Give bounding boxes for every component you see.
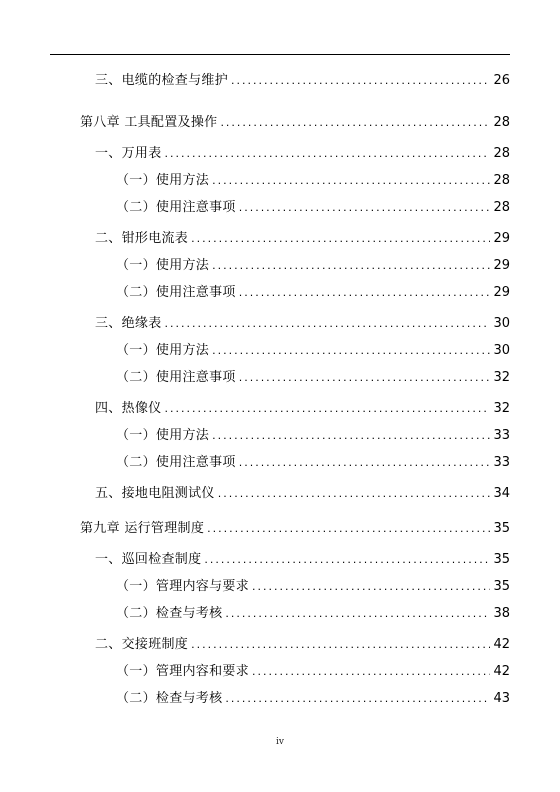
toc-entry[interactable] bbox=[95, 636, 510, 654]
toc-entry-title: （二）使用注意事项 bbox=[116, 285, 236, 300]
dot-leader bbox=[204, 551, 490, 569]
toc-subentry[interactable] bbox=[116, 369, 510, 387]
toc-entry-title: （二）使用注意事项 bbox=[116, 455, 236, 470]
toc-entry-page: 38 bbox=[493, 606, 510, 621]
toc-entry-title: 一、万用表 bbox=[95, 146, 162, 161]
header-rule bbox=[50, 54, 510, 55]
toc-subentry[interactable] bbox=[116, 427, 510, 445]
dot-leader bbox=[165, 400, 491, 418]
toc-entry-page: 29 bbox=[493, 285, 510, 300]
dot-leader bbox=[231, 72, 490, 90]
toc-entry-title: （一）使用方法 bbox=[116, 173, 210, 188]
toc-subentry[interactable] bbox=[116, 454, 510, 472]
toc-entry-page: 33 bbox=[493, 455, 510, 470]
toc-entry-title: （二）使用注意事项 bbox=[116, 370, 236, 385]
dot-leader bbox=[252, 578, 490, 596]
toc-entry-page: 42 bbox=[493, 664, 510, 679]
toc-entry[interactable] bbox=[95, 400, 510, 418]
toc-subentry[interactable] bbox=[116, 663, 510, 681]
toc-entry[interactable] bbox=[95, 72, 510, 90]
toc-entry-title: 二、交接班制度 bbox=[95, 637, 189, 652]
toc-entry-page: 32 bbox=[493, 370, 510, 385]
toc-entry[interactable] bbox=[95, 551, 510, 569]
dot-leader bbox=[207, 520, 490, 538]
toc-entry-page: 42 bbox=[493, 637, 510, 652]
toc-entry-title: （二）检查与考核 bbox=[116, 691, 223, 706]
page-number: iv bbox=[276, 737, 284, 747]
toc-entry-page: 28 bbox=[493, 200, 510, 215]
dot-leader bbox=[239, 454, 491, 472]
toc-entry-page: 35 bbox=[493, 579, 510, 594]
toc-entry-page: 30 bbox=[493, 316, 510, 331]
toc-entry-title: 第九章 运行管理制度 bbox=[80, 521, 205, 536]
dot-leader bbox=[212, 172, 490, 190]
dot-leader bbox=[191, 636, 490, 654]
toc-entry-title: 五、接地电阻测试仪 bbox=[95, 486, 215, 501]
dot-leader bbox=[252, 663, 490, 681]
dot-leader bbox=[212, 257, 490, 275]
dot-leader bbox=[239, 284, 491, 302]
toc-entry-page: 33 bbox=[493, 428, 510, 443]
toc-entry[interactable] bbox=[95, 230, 510, 248]
dot-leader bbox=[225, 690, 490, 708]
dot-leader bbox=[225, 605, 490, 623]
toc-entry-page: 35 bbox=[493, 552, 510, 567]
toc-entry-title: （一）使用方法 bbox=[116, 428, 210, 443]
dot-leader bbox=[220, 114, 490, 132]
toc-entry-page: 35 bbox=[493, 521, 510, 536]
dot-leader bbox=[239, 369, 491, 387]
toc-chapter-entry[interactable] bbox=[80, 520, 510, 538]
toc-entry-page: 28 bbox=[493, 115, 510, 130]
toc-entry-title: 一、巡回检查制度 bbox=[95, 552, 202, 567]
toc-subentry[interactable] bbox=[116, 690, 510, 708]
dot-leader bbox=[165, 145, 491, 163]
dot-leader bbox=[218, 485, 491, 503]
toc-entry-title: （一）管理内容与要求 bbox=[116, 579, 250, 594]
dot-leader bbox=[239, 199, 491, 217]
toc-entry-title: （二）使用注意事项 bbox=[116, 200, 236, 215]
toc-entry-page: 34 bbox=[493, 486, 510, 501]
toc-entry-title: 三、绝缘表 bbox=[95, 316, 162, 331]
toc-entry-page: 32 bbox=[493, 401, 510, 416]
toc-subentry[interactable] bbox=[116, 342, 510, 360]
toc-entry-title: 四、热像仪 bbox=[95, 401, 162, 416]
toc-entry-title: 三、电缆的检查与维护 bbox=[95, 73, 229, 88]
toc-subentry[interactable] bbox=[116, 199, 510, 217]
toc-subentry[interactable] bbox=[116, 172, 510, 190]
toc-entry-page: 28 bbox=[493, 173, 510, 188]
toc-entry[interactable] bbox=[95, 145, 510, 163]
toc-subentry[interactable] bbox=[116, 605, 510, 623]
toc-entry-title: （一）管理内容和要求 bbox=[116, 664, 250, 679]
toc-subentry[interactable] bbox=[116, 578, 510, 596]
toc-entry-page: 28 bbox=[493, 146, 510, 161]
toc-entry[interactable] bbox=[95, 315, 510, 333]
toc-entry-title: 第八章 工具配置及操作 bbox=[80, 115, 218, 130]
toc-subentry[interactable] bbox=[116, 284, 510, 302]
toc-entry[interactable] bbox=[95, 485, 510, 503]
toc-entry-page: 26 bbox=[493, 73, 510, 88]
toc-entry-page: 43 bbox=[493, 691, 510, 706]
toc-entry-page: 29 bbox=[493, 231, 510, 246]
dot-leader bbox=[191, 230, 490, 248]
dot-leader bbox=[212, 342, 490, 360]
toc-chapter-entry[interactable] bbox=[80, 114, 510, 132]
toc-entry-title: （二）检查与考核 bbox=[116, 606, 223, 621]
toc-entry-title: 二、钳形电流表 bbox=[95, 231, 189, 246]
toc-entry-page: 30 bbox=[493, 343, 510, 358]
dot-leader bbox=[165, 315, 491, 333]
dot-leader bbox=[212, 427, 490, 445]
toc-entry-title: （一）使用方法 bbox=[116, 343, 210, 358]
toc-entry-page: 29 bbox=[493, 258, 510, 273]
toc-entry-title: （一）使用方法 bbox=[116, 258, 210, 273]
toc-subentry[interactable] bbox=[116, 257, 510, 275]
